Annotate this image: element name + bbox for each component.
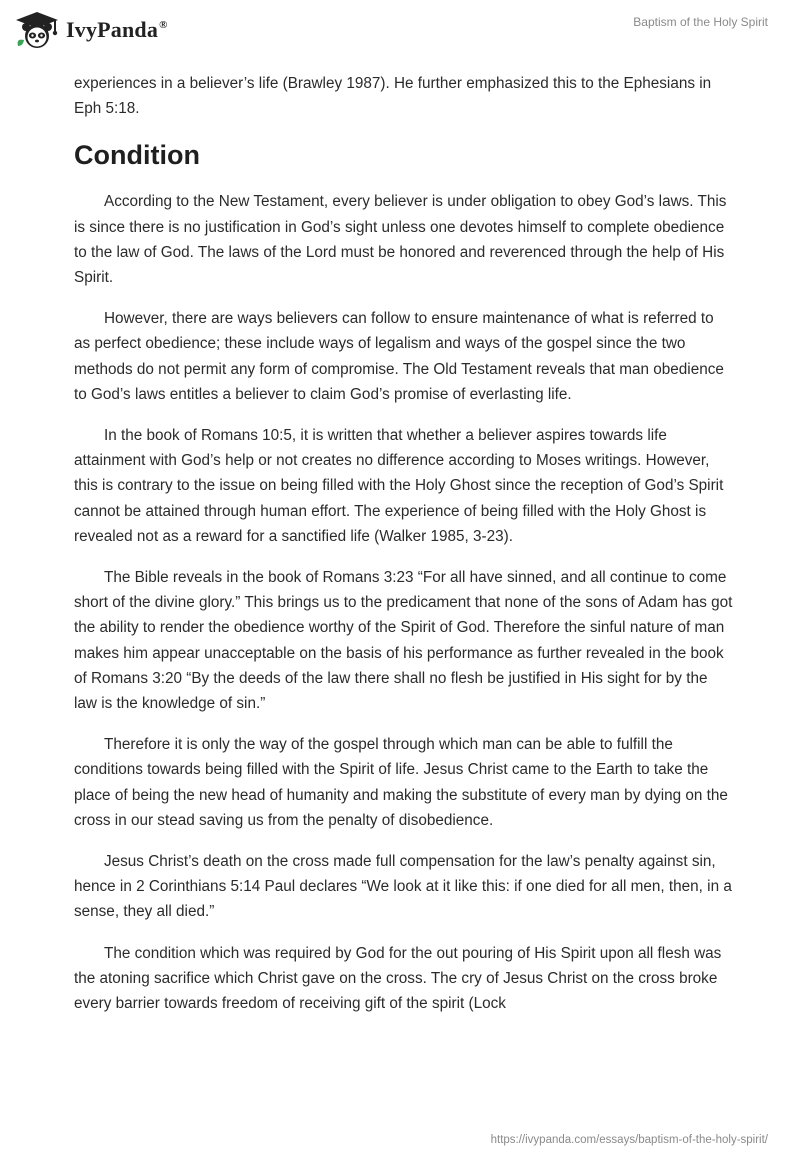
paragraph: According to the New Testament, every believer is under obligation to obey God’s laws. This is since there is no justification in God’s sight unless one devotes himself to complete obedience to the law of God. The laws of the Lord must be honored and reverenced through the help of His Spirit. <box>74 193 727 287</box>
paragraph: In the book of Romans 10:5, it is written that whether a believer aspires towards life attainment with God’s help or not creates no difference according to Moses writings. However, this is contrary to the issue on being filled with the Holy Ghost since the reception of God’s Spirit cannot be attained through human effort. The experience of being filled with the Holy Ghost is revealed not as a reward for a sanctified life (Walker 1985, 3-23). <box>74 427 724 545</box>
paragraph: The Bible reveals in the book of Romans 3:23 “For all have sinned, and all continue to come short of the divine glory.” This brings us to the predicament that none of the sons of Adam has got the ability to render the obedience worthy of the Spirit of God. Therefore the sinful nature of man makes him appear unacceptable on the basis of his performance as further revealed in the book of Romans 3:20 “By the deeds of the law there shall no flesh be justified in His sight for by the law is the knowledge of sin.” <box>74 569 733 713</box>
document-title: Baptism of the Holy Spirit <box>633 15 768 29</box>
logo-text <box>66 17 168 43</box>
registered-mark: ® <box>159 19 168 31</box>
logo-name: IvyPanda <box>66 17 159 42</box>
paragraph: Therefore it is only the way of the gospel through which man can be able to fulfill the conditions towards being filled with the Spirit of life. Jesus Christ came to the Earth to take the place of being the new head of humanity and making the substitute of every man by dying on the cross in our stead saving us from the penalty of disobedience. <box>74 736 728 829</box>
page-header <box>0 0 800 60</box>
essay-content <box>74 71 734 1032</box>
paragraph: However, there are ways believers can follow to ensure maintenance of what is referred to as perfect obedience; these include ways of legalism and ways of the gospel since the two methods do not permit any form of compromise. The Old Testament reveals that man obedience to God’s laws entitles a believer to claim God’s promise of everlasting life. <box>74 310 724 403</box>
footer-url-link[interactable]: https://ivypanda.com/essays/baptism-of-the-holy-spirit/ <box>490 1134 768 1146</box>
panda-logo-icon <box>14 10 60 50</box>
intro-paragraph: experiences in a believer’s life (Brawley 1987). He further emphasized this to the Ephesians in Eph 5:18. <box>74 75 712 118</box>
section-heading: Condition <box>74 140 200 171</box>
paragraph: Jesus Christ’s death on the cross made full compensation for the law’s penalty against sin, hence in 2 Corinthians 5:14 Paul declares “We look at it like this: if one died for all men, then, in a sense, they all died.” <box>74 853 732 921</box>
paragraph: The condition which was required by God for the out pouring of His Spirit upon all flesh was the atoning sacrifice which Christ gave on the cross. The cry of Jesus Christ on the cross broke every barrier towards freedom of receiving gift of the spirit (Lock <box>74 944 722 1013</box>
ivypanda-logo[interactable] <box>14 10 168 50</box>
